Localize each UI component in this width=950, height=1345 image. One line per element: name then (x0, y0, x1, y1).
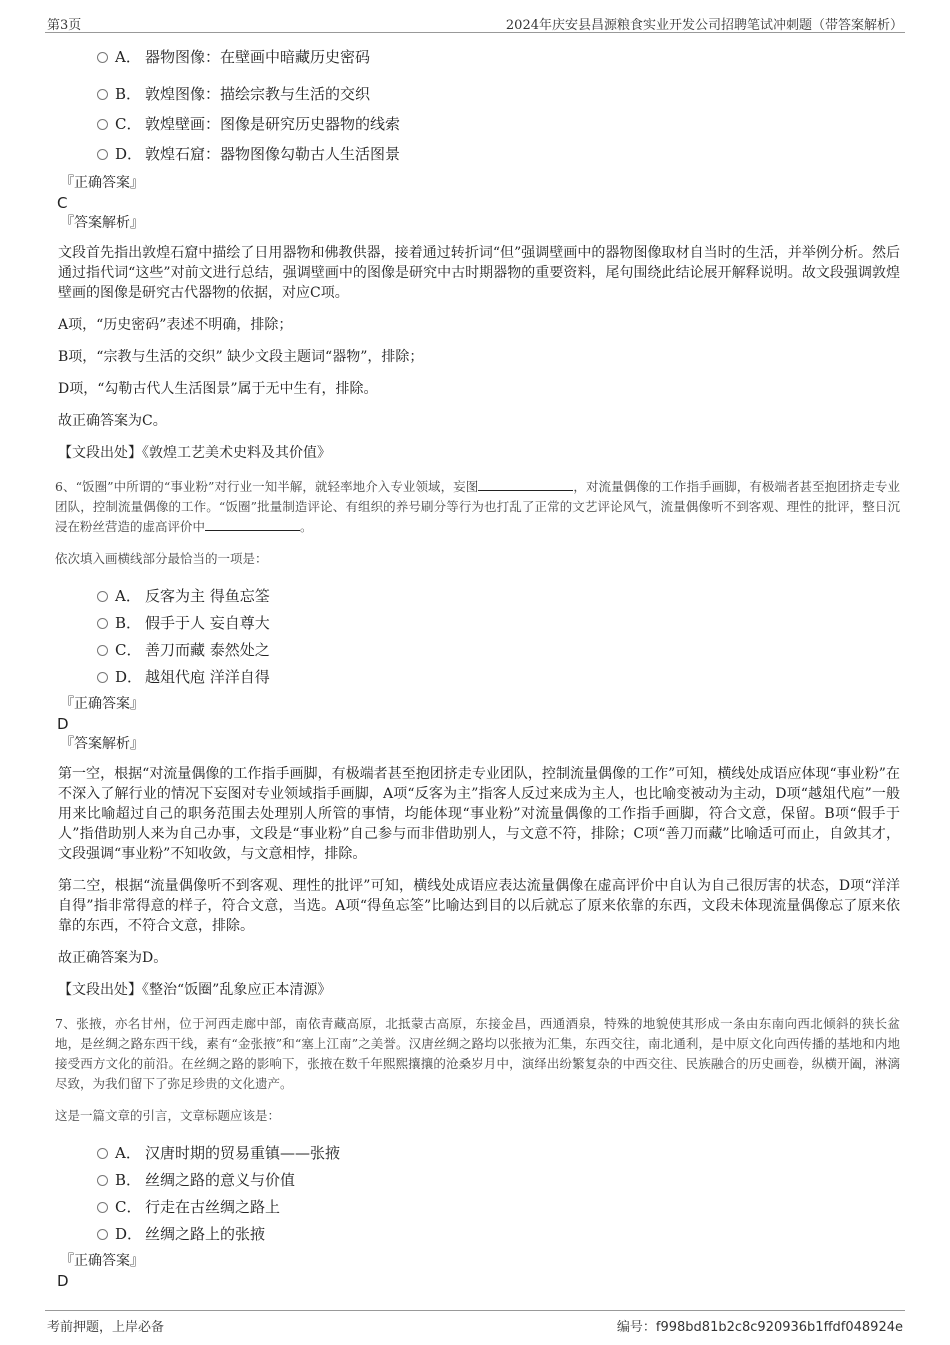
question-text: 6、“饭圈”中所谓的“事业粉”对行业一知半解，就轻率地介入专业领域，妄图 ，对流量偶像的工作指手画脚，有极端者甚至抱团挤走专业团队，控制流量偶像的工作。“饭圈”批量制造评论、有组织的养号刷分等行为也打乱了正常的文艺评论风气，流量偶像听不到客观、理性的批评，整日沉浸在粉丝营造的虚高评价中 。 (55, 479, 900, 534)
q5-option-d[interactable]: D． 敦煌石窟：器物图像勾勒古人生活图景 (55, 139, 900, 169)
radio-icon[interactable] (97, 591, 108, 602)
answer-label: 『正确答案』 (60, 175, 144, 191)
question-text: 7、张掖，亦名甘州，位于河西走廊中部，南依青藏高原，北抵蒙古高原，东接金昌，西通酒泉，特殊的地貌使其形成一条由东南向西北倾斜的狭长盆地，是丝绸之路东西干线，素有“金张掖”和“塞上江南”之美誉。汉唐丝绸之路均以张掖为汇集，东西交往，南北通利，是中原文化向西传播的基地和内地接受西方文化的前沿。在丝绸之路的影响下，张掖在数千年熙熙攘攘的沧桑岁月中，演绎出纷繁复杂的中西交往、民族融合的历史画卷，纵横开阖，淋漓尽致，为我们留下了弥足珍贵的文化遗产。 (55, 1016, 900, 1091)
question-6 (55, 477, 900, 1000)
q5-option-b[interactable]: B． 敦煌图像：描绘宗教与生活的交织 (55, 79, 900, 109)
radio-icon[interactable] (97, 149, 108, 160)
fill-blank (478, 478, 573, 491)
source-citation: 【文段出处】《敦煌工艺美术史料及其价值》 (58, 445, 331, 461)
q7-option-a[interactable]: A． 汉唐时期的贸易重镇——张掖 (55, 1138, 900, 1168)
q6-option-b[interactable]: B． 假手于人 妄自尊大 (55, 608, 900, 638)
analysis-paragraph: A项，“历史密码”表述不明确，排除； (58, 317, 293, 333)
analysis-label: 『答案解析』 (60, 736, 144, 752)
q5-option-a[interactable]: A． 器物图像：在壁画中暗藏历史密码 (55, 42, 900, 72)
fill-blank (205, 518, 300, 531)
document-title: 2024年庆安县昌源粮食实业开发公司招聘笔试冲刺题（带答案解析） (505, 18, 903, 33)
radio-icon[interactable] (97, 672, 108, 683)
radio-icon[interactable] (97, 119, 108, 130)
radio-icon[interactable] (97, 1202, 108, 1213)
q5-option-c[interactable]: C． 敦煌壁画：图像是研究历史器物的线索 (55, 109, 900, 139)
footer-slogan: 考前押题，上岸必备 (47, 1320, 165, 1335)
analysis-paragraph: 第一空，根据“对流量偶像的工作指手画脚，有极端者甚至抱团挤走专业团队，控制流量偶像的工作”可知，横线处成语应体现“事业粉”在不深入了解行业的情况下妄图对专业领域指手画脚，A项“反客为主”指客人反过来成为主人，也比喻变被动为主动，D项“越俎代庖”一般用来比喻超过自己的职务范围去处理别人所管的事情，均能体现“事业粉”对流量偶像的工作指手画脚，符合文意，保留。B项“假手于人”指借助别人来为自己办事，文段是“事业粉”自己参与而非借助别人，与文意不符，排除；C项“善刀而藏”比喻适可而止，自敛其才，文段强调“事业粉”不知收敛，与文意相悖，排除。 (58, 766, 900, 862)
radio-icon[interactable] (97, 1229, 108, 1240)
q6-option-a[interactable]: A． 反客为主 得鱼忘筌 (55, 581, 900, 611)
analysis-paragraph: B项，“宗教与生活的交织” 缺少文段主题词“器物”，排除； (58, 349, 424, 365)
analysis-paragraph: 第二空，根据“流量偶像听不到客观、理性的批评”可知，横线处成语应表达流量偶像在虚高评价中自认为自己很厉害的状态，D项“洋洋自得”指非常得意的样子，符合文意，当选。A项“得鱼忘筌”比喻达到目的以后就忘了原来依靠的东西，文段未体现流量偶像忘了原来依靠的东西，不符合文意，排除。 (58, 878, 900, 934)
page-header (45, 12, 905, 33)
page-content (55, 40, 900, 1291)
analysis-paragraph: 故正确答案为D。 (58, 950, 168, 966)
q7-option-c[interactable]: C． 行走在古丝绸之路上 (55, 1192, 900, 1222)
q6-option-c[interactable]: C． 善刀而藏 泰然处之 (55, 635, 900, 665)
radio-icon[interactable] (97, 618, 108, 629)
radio-icon[interactable] (97, 1148, 108, 1159)
question-prompt: 依次填入画横线部分最恰当的一项是： (55, 551, 268, 566)
question-5 (55, 42, 900, 463)
q6-option-d[interactable]: D． 越俎代庖 洋洋自得 (55, 662, 900, 692)
answer-value: C (57, 194, 68, 212)
document-id: 编号：f998bd81b2c8c920936b1ffdf048924e (616, 1320, 903, 1335)
answer-value: D (57, 1272, 69, 1290)
answer-label: 『正确答案』 (60, 1253, 144, 1269)
analysis-label: 『答案解析』 (60, 215, 144, 231)
source-citation: 【文段出处】《整治“饭圈”乱象应正本清源》 (58, 982, 332, 998)
page-footer (45, 1310, 905, 1335)
question-7 (55, 1014, 900, 1291)
radio-icon[interactable] (97, 645, 108, 656)
page-number: 第3页 (47, 18, 82, 33)
radio-icon[interactable] (97, 52, 108, 63)
analysis-paragraph: 文段首先指出敦煌石窟中描绘了日用器物和佛教供器，接着通过转折词“但”强调壁画中的器物图像取材自当时的生活，并举例分析。然后通过指代词“这些”对前文进行总结，强调壁画中的图像是研究中古时期器物的重要资料，尾句围绕此结论展开解释说明。故文段强调敦煌壁画的图像是研究古代器物的依据，对应C项。 (58, 245, 900, 301)
q7-option-d[interactable]: D． 丝绸之路上的张掖 (55, 1219, 900, 1249)
answer-label: 『正确答案』 (60, 696, 144, 712)
radio-icon[interactable] (97, 1175, 108, 1186)
question-prompt: 这是一篇文章的引言，文章标题应该是： (55, 1108, 281, 1123)
radio-icon[interactable] (97, 89, 108, 100)
answer-value: D (57, 715, 69, 733)
analysis-paragraph: 故正确答案为C。 (58, 413, 167, 429)
q7-option-b[interactable]: B． 丝绸之路的意义与价值 (55, 1165, 900, 1195)
analysis-paragraph: D项，“勾勒古代人生活图景”属于无中生有，排除。 (58, 381, 378, 397)
